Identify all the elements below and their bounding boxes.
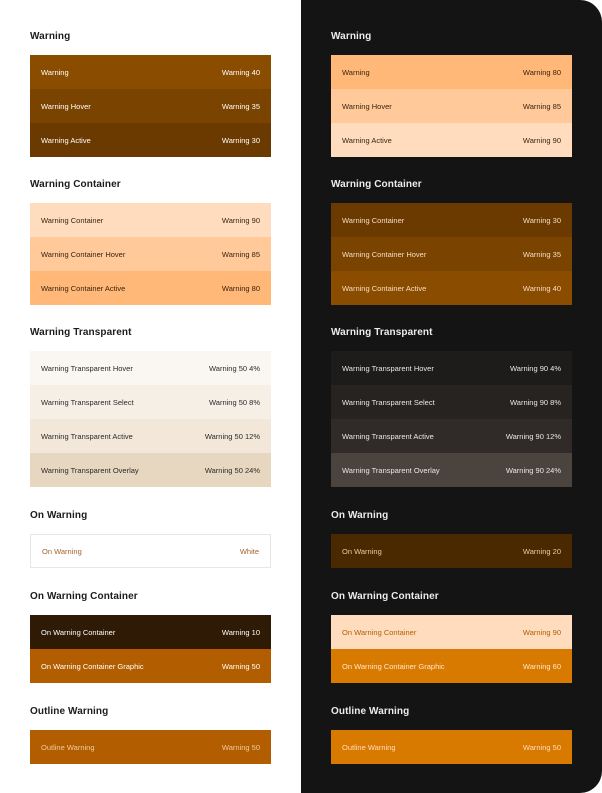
swatch-token: Warning 50 4% — [209, 363, 260, 373]
light-warning-title: Warning — [30, 31, 71, 42]
swatch-token: Warning 40 — [522, 283, 561, 293]
dark-warning-transparent-swatch-group — [331, 351, 572, 487]
swatch-token: Warning 50 — [221, 661, 260, 671]
light-outline-warning-title: Outline Warning — [30, 706, 109, 717]
swatch-token: White — [239, 546, 259, 556]
swatch-name: Warning Transparent Hover — [342, 363, 434, 373]
light-warning-container-swatch-group — [30, 203, 271, 305]
dark-on-warning-title: On Warning — [331, 510, 389, 521]
dark-on-warning-container-swatch-group — [331, 615, 572, 683]
light-warning-transparent-title: Warning Transparent — [30, 327, 132, 338]
swatch-warning-transparent-active — [30, 419, 271, 453]
swatch-name: Warning Hover — [342, 101, 392, 111]
swatch-outline-warning — [30, 730, 271, 764]
swatch-name: Warning Container — [342, 215, 405, 225]
swatch-warning-container-active — [30, 271, 271, 305]
dark-warning-transparent-title: Warning Transparent — [331, 327, 433, 338]
swatch-warning-container — [331, 203, 572, 237]
swatch-token: Warning 50 8% — [209, 397, 260, 407]
swatch-token: Warning 50 — [522, 742, 561, 752]
dark-theme-panel — [301, 0, 602, 793]
light-warning-container-title: Warning Container — [30, 179, 121, 190]
swatch-token: Warning 90 12% — [505, 431, 561, 441]
swatch-warning-hover — [331, 89, 572, 123]
swatch-token: Warning 90 — [522, 627, 561, 637]
light-on-warning-container-title: On Warning Container — [30, 591, 138, 602]
swatch-token: Warning 20 — [522, 546, 561, 556]
swatch-token: Warning 50 24% — [204, 465, 260, 475]
swatch-name: Warning Active — [41, 135, 91, 145]
swatch-token: Warning 60 — [522, 661, 561, 671]
swatch-name: Outline Warning — [342, 742, 396, 752]
swatch-token: Warning 35 — [221, 101, 260, 111]
swatch-name: Warning — [41, 67, 69, 77]
swatch-name: Warning Transparent Select — [41, 397, 134, 407]
swatch-warning-transparent-select — [30, 385, 271, 419]
swatch-warning-hover — [30, 89, 271, 123]
swatch-token: Warning 90 8% — [510, 397, 561, 407]
swatch-token: Warning 30 — [221, 135, 260, 145]
swatch-name: Warning Hover — [41, 101, 91, 111]
swatch-token: Warning 85 — [522, 101, 561, 111]
dark-warning-container-title: Warning Container — [331, 179, 422, 190]
swatch-name: Warning Transparent Active — [342, 431, 434, 441]
swatch-name: Warning Container Hover — [41, 249, 126, 259]
light-on-warning-swatch-group — [30, 534, 271, 568]
swatch-token: Warning 85 — [221, 249, 260, 259]
swatch-on-warning — [331, 534, 572, 568]
swatch-token: Warning 90 — [522, 135, 561, 145]
swatch-token: Warning 90 — [221, 215, 260, 225]
swatch-name: Warning Transparent Active — [41, 431, 133, 441]
swatch-name: Warning Transparent Select — [342, 397, 435, 407]
swatch-warning — [331, 55, 572, 89]
swatch-warning-transparent-active — [331, 419, 572, 453]
swatch-token: Warning 35 — [522, 249, 561, 259]
dark-outline-warning-swatch-group — [331, 730, 572, 764]
swatch-name: Warning Transparent Overlay — [41, 465, 139, 475]
swatch-name: On Warning Container — [342, 627, 417, 637]
swatch-warning-transparent-select — [331, 385, 572, 419]
swatch-warning-container-hover — [30, 237, 271, 271]
swatch-name: Outline Warning — [41, 742, 95, 752]
swatch-name: On Warning — [42, 546, 82, 556]
swatch-token: Warning 50 — [221, 742, 260, 752]
light-on-warning-container-swatch-group — [30, 615, 271, 683]
swatch-token: Warning 80 — [522, 67, 561, 77]
swatch-name: Warning Transparent Overlay — [342, 465, 440, 475]
swatch-warning-active — [331, 123, 572, 157]
swatch-token: Warning 30 — [522, 215, 561, 225]
light-warning-swatch-group — [30, 55, 271, 157]
swatch-on-warning-container-graphic — [331, 649, 572, 683]
swatch-name: Warning Container Active — [342, 283, 427, 293]
dark-warning-title: Warning — [331, 31, 372, 42]
swatch-warning-active — [30, 123, 271, 157]
swatch-warning-container-active — [331, 271, 572, 305]
swatch-warning — [30, 55, 271, 89]
swatch-name: Warning — [342, 67, 370, 77]
swatch-name: Warning Container Active — [41, 283, 126, 293]
swatch-on-warning-container — [30, 615, 271, 649]
swatch-warning-container-hover — [331, 237, 572, 271]
swatch-name: On Warning Container Graphic — [342, 661, 445, 671]
swatch-token: Warning 80 — [221, 283, 260, 293]
swatch-warning-transparent-hover — [331, 351, 572, 385]
swatch-name: Warning Active — [342, 135, 392, 145]
swatch-name: Warning Transparent Hover — [41, 363, 133, 373]
swatch-warning-transparent-hover — [30, 351, 271, 385]
dark-outline-warning-title: Outline Warning — [331, 706, 410, 717]
swatch-outline-warning — [331, 730, 572, 764]
light-warning-transparent-swatch-group — [30, 351, 271, 487]
swatch-on-warning-container-graphic — [30, 649, 271, 683]
swatch-token: Warning 10 — [221, 627, 260, 637]
swatch-name: Warning Container Hover — [342, 249, 427, 259]
swatch-name: Warning Container — [41, 215, 104, 225]
swatch-name: On Warning Container Graphic — [41, 661, 144, 671]
swatch-on-warning-container — [331, 615, 572, 649]
dark-on-warning-swatch-group — [331, 534, 572, 568]
dark-on-warning-container-title: On Warning Container — [331, 591, 439, 602]
dark-warning-swatch-group — [331, 55, 572, 157]
dark-warning-container-swatch-group — [331, 203, 572, 305]
swatch-token: Warning 40 — [221, 67, 260, 77]
swatch-on-warning — [30, 534, 271, 568]
swatch-warning-transparent-overlay — [331, 453, 572, 487]
swatch-token: Warning 50 12% — [204, 431, 260, 441]
swatch-token: Warning 90 4% — [510, 363, 561, 373]
light-on-warning-title: On Warning — [30, 510, 88, 521]
swatch-name: On Warning Container — [41, 627, 116, 637]
swatch-warning-transparent-overlay — [30, 453, 271, 487]
swatch-name: On Warning — [342, 546, 382, 556]
swatch-token: Warning 90 24% — [505, 465, 561, 475]
light-outline-warning-swatch-group — [30, 730, 271, 764]
swatch-warning-container — [30, 203, 271, 237]
